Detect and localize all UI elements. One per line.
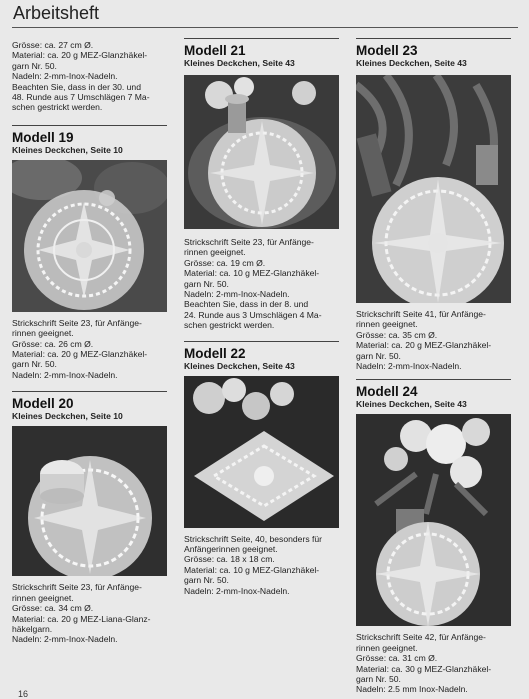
- section-rule: [356, 379, 511, 380]
- model-20-title: Modell 20: [12, 396, 74, 412]
- section-rule: [12, 391, 167, 392]
- intro-text: Grösse: ca. 27 cm Ø. Material: ca. 20 g MEZ-Glanzhäkel- garn Nr. 50. Nadeln: 2-mm-Inox-Nadeln. Beachten Sie, dass in der 30. und 48. Runde aus 7 Umschlägen 7 Ma- schen gestrickt werden.: [12, 40, 150, 113]
- section-rule: [356, 38, 511, 39]
- model-24-title: Modell 24: [356, 384, 418, 400]
- model-24-text: Strickschrift Seite 42, für Anfänge- rinnen geeignet. Grösse: ca. 31 cm Ø. Material: ca. 30 g MEZ-Glanzhäkel- garn Nr. 50. Nadeln: 2.5 mm Inox-Nadeln.: [356, 632, 492, 695]
- section-rule: [184, 38, 339, 39]
- model-22-title: Modell 22: [184, 345, 246, 361]
- model-23-subtitle: Kleines Deckchen, Seite 43: [356, 58, 467, 68]
- model-23-text: Strickschrift Seite 41, für Anfänge- rinnen geeignet. Grösse: ca. 35 cm Ø. Material: ca. 20 g MEZ-Glanzhäkel- garn Nr. 50. Nadeln: 2-mm-Inox-Nadeln.: [356, 309, 492, 372]
- model-22-text: Strickschrift Seite, 40, besonders für Anfängerinnen geeignet. Grösse: ca. 18 x 18 cm. Material: ca. 10 g MEZ-Glanzhäkel- garn Nr. 50. Nadeln: 2-mm-Inox-Nadeln.: [184, 533, 323, 596]
- model-20-subtitle: Kleines Deckchen, Seite 10: [12, 411, 123, 422]
- model-19-title: Modell 19: [12, 129, 74, 145]
- column-right: [356, 36, 511, 695]
- page-title: Arbeitsheft: [13, 3, 100, 23]
- column-middle: [184, 36, 339, 596]
- model-21-subtitle: Kleines Deckchen, Seite 43: [184, 58, 295, 68]
- model-21-title: Modell 21: [184, 43, 246, 58]
- model-24-photo: [356, 414, 511, 626]
- model-24-subtitle: Kleines Deckchen, Seite 43: [356, 399, 467, 410]
- model-22-photo: [184, 376, 339, 528]
- header-rule: [12, 27, 518, 28]
- model-20-text: Strickschrift Seite 23, für Anfänge- rinnen geeignet. Grösse: ca. 34 cm Ø. Material: ca. 20 g MEZ-Liana-Glanz- häkelgarn. Nadeln: 2-mm-Inox-Nadeln.: [12, 582, 151, 645]
- section-rule: [184, 341, 339, 342]
- section-rule: [12, 125, 167, 126]
- model-19-text: Strickschrift Seite 23, für Anfänge- rinnen geeignet. Grösse: ca. 26 cm Ø. Material: ca. 20 g MEZ-Glanzhäkel- garn Nr. 50. Nadeln: 2-mm-Inox-Nadeln.: [12, 317, 148, 380]
- model-23-title: Modell 23: [356, 43, 418, 58]
- model-20-photo: [12, 426, 167, 576]
- page-number: 16: [18, 689, 29, 699]
- model-19-photo: [12, 160, 167, 312]
- model-23-photo: [356, 75, 511, 303]
- model-19-subtitle: Kleines Deckchen, Seite 10: [12, 144, 123, 155]
- model-22-subtitle: Kleines Deckchen, Seite 43: [184, 360, 295, 371]
- model-21-text: Strickschrift Seite 23, für Anfänge- rinnen geeignet. Grösse: ca. 19 cm Ø. Material: ca. 10 g MEZ-Glanzhäkel- garn Nr. 50. Nadeln: 2-mm-Inox-Nadeln. Beachten Sie, dass in der 8. und 24. Runde aus 3 Umschlägen 4 Ma- schen gestrickt werden.: [184, 237, 322, 331]
- model-21-photo: [184, 75, 339, 229]
- column-left: [12, 36, 167, 645]
